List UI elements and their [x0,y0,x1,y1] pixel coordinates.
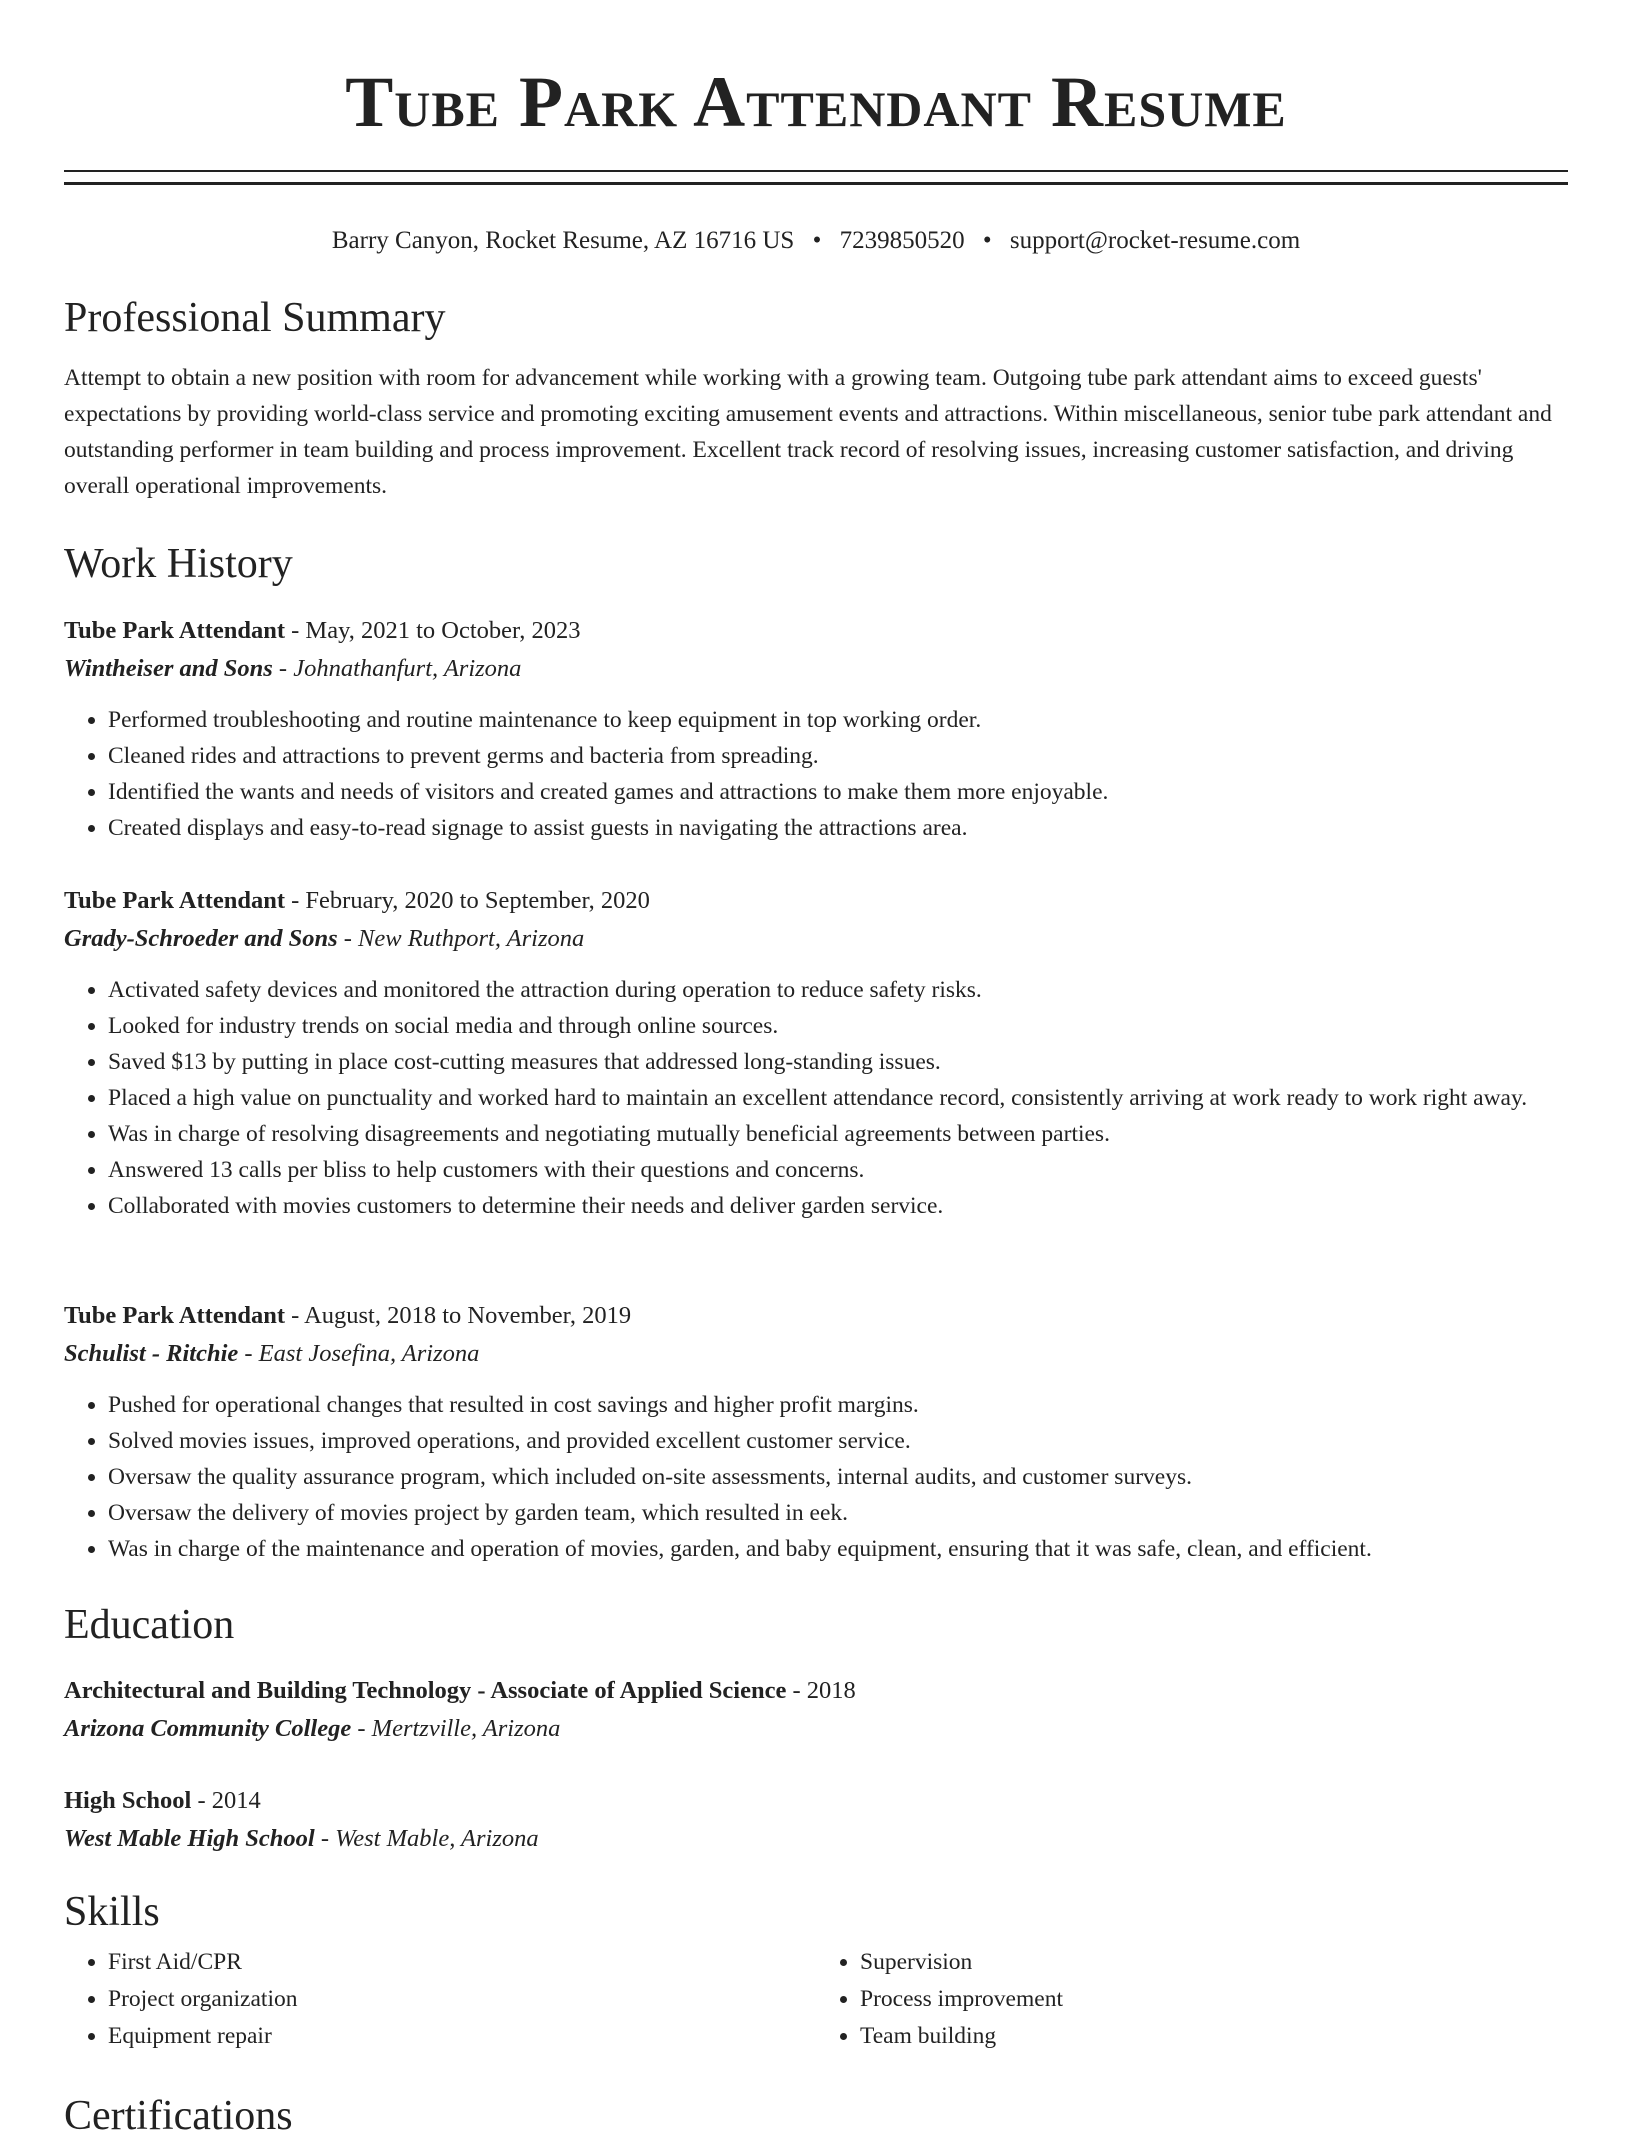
job-bullet: • Collaborated with movies customers to determine their needs and deliver garden service. [108,1188,1568,1224]
job-bullet: • Oversaw the quality assurance program, which included on-site assessments, internal audits, and customer surveys. [108,1459,1568,1495]
job-bullet: • Cleaned rides and attractions to prevent germs and bacteria from spreading. [108,738,1568,774]
summary-heading: Professional Summary [64,295,446,341]
summary-section [64,290,1568,504]
degree: High School [64,1787,192,1814]
contact-phone: 7239850520 [839,227,965,254]
job-bullet: • Performed troubleshooting and routine maintenance to keep equipment in top working order. [108,702,1568,738]
job-dates: - February, 2020 to September, 2020 [285,887,650,914]
degree-line [64,1672,1568,1710]
certifications-heading: Certifications [64,2093,293,2139]
job-bullet: • Pushed for operational changes that resulted in cost savings and higher profit margins. [108,1387,1568,1423]
job-company-line [64,1335,1568,1373]
contact-separator: • [982,227,992,254]
degree: Architectural and Building Technology - Associate of Applied Science [64,1677,787,1704]
job-title-line [64,882,1568,920]
skills-section [64,1884,1568,2055]
skills-columns [64,1944,1568,2055]
skill-item: • Supervision [860,1944,1568,1981]
job-bullet: • Was in charge of resolving disagreements and negotiating mutually beneficial agreements between parties. [108,1116,1568,1152]
job-company: Schulist - Ritchie [64,1340,239,1367]
job-title-line [64,1297,1568,1335]
contact-email: support@rocket-resume.com [1009,227,1301,254]
skill-item: • First Aid/CPR [108,1944,816,1981]
job-bullets [64,1387,1568,1567]
skills-heading: Skills [64,1889,160,1935]
job-bullet: • Activated safety devices and monitored the attraction during operation to reduce safety risks. [108,972,1568,1008]
education-heading: Education [64,1602,235,1648]
job-dates: - May, 2021 to October, 2023 [285,617,581,644]
education-year: - 2014 [191,1787,261,1814]
job-bullet: • Oversaw the delivery of movies project by garden team, which resulted in eek. [108,1495,1568,1531]
contact-address: Barry Canyon, Rocket Resume, AZ 16716 US [331,227,795,254]
education-section [64,1597,1568,1653]
school-location: - West Mable, Arizona [314,1825,539,1852]
job-bullets [64,972,1568,1224]
skills-right-column [816,1944,1568,2055]
skill-item: • Project organization [108,1981,816,2018]
contact-separator: • [812,227,822,254]
job-company: Wintheiser and Sons [64,655,273,682]
job-bullet: • Solved movies issues, improved operations, and provided excellent customer service. [108,1423,1568,1459]
school-line [64,1820,1568,1858]
school-name: West Mable High School [64,1825,315,1852]
job-title: Tube Park Attendant [64,887,286,914]
skill-item: • Process improvement [860,1981,1568,2018]
job-bullet: • Was in charge of the maintenance and operation of movies, garden, and baby equipment, ensuring that it was safe, clean, and efficient. [108,1531,1568,1567]
job-bullet: • Answered 13 calls per bliss to help customers with their questions and concerns. [108,1152,1568,1188]
work-history-section [64,536,1568,592]
job-bullet: • Looked for industry trends on social media and through online sources. [108,1008,1568,1044]
contact-line [64,223,1568,259]
job-title: Tube Park Attendant [64,617,286,644]
summary-text: Attempt to obtain a new position with room for advancement while working with a growing team. Outgoing tube park attendant aims to exceed guests' expectations by providing world-class service and promoting exciting amusement events and attractions. Within miscellaneous, senior tube park attendant and outstanding performer in team building and process improvement. Excellent track record of resolving issues, increasing customer satisfaction, and driving overall operational improvements. [64,365,1552,499]
skill-item: • Team building [860,2018,1568,2055]
school-location: - Mertzville, Arizona [351,1715,561,1742]
title-divider [64,170,1568,185]
job-company-line [64,920,1568,958]
job-bullet: • Placed a high value on punctuality and worked hard to maintain an excellent attendance record, consistently arriving at work ready to work right away. [108,1080,1568,1116]
job-bullet: • Created displays and easy-to-read signage to assist guests in navigating the attractions area. [108,810,1568,846]
school-name: Arizona Community College [64,1715,352,1742]
school-line [64,1710,1568,1748]
job-bullet: • Identified the wants and needs of visitors and created games and attractions to make them more enjoyable. [108,774,1568,810]
job-entry [64,882,1568,1224]
skill-item: • Equipment repair [108,2018,816,2055]
job-location: - Johnathanfurt, Arizona [272,655,522,682]
job-entry [64,612,1568,846]
skills-left-column [64,1944,816,2055]
job-entry [64,1297,1568,1567]
education-entry [64,1782,1568,1858]
job-title-line [64,612,1568,650]
education-entry [64,1672,1568,1748]
job-location: - East Josefina, Arizona [238,1340,480,1367]
job-dates: - August, 2018 to November, 2019 [285,1302,632,1329]
page-title: Tube Park Attendant Resume [345,62,1287,142]
degree-line [64,1782,1568,1820]
job-bullets [64,702,1568,846]
job-company: Grady-Schroeder and Sons [64,925,338,952]
certifications-section [64,2088,1568,2144]
job-location: - New Ruthport, Arizona [337,925,585,952]
job-title: Tube Park Attendant [64,1302,286,1329]
job-company-line [64,650,1568,688]
work-history-heading: Work History [64,541,293,587]
education-year: - 2018 [786,1677,856,1704]
job-bullet: • Saved $13 by putting in place cost-cutting measures that addressed long-standing issues. [108,1044,1568,1080]
